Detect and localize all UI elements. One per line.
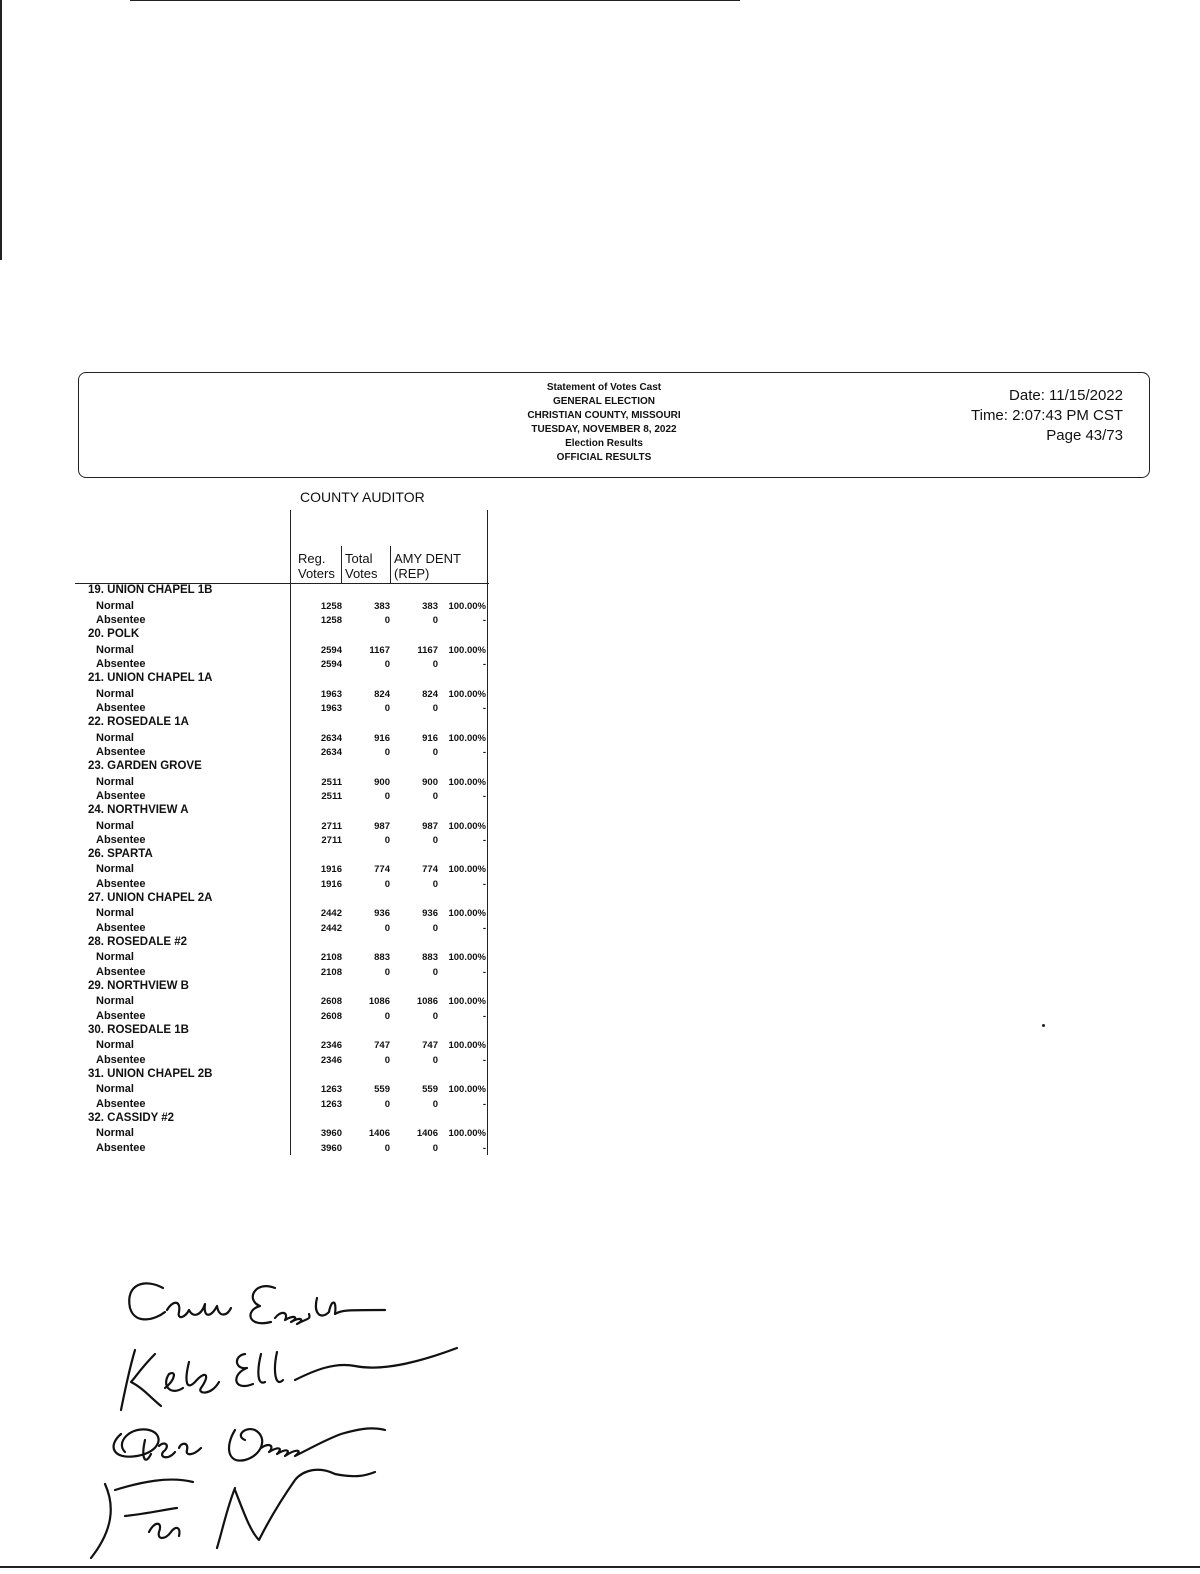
- row-label: Absentee: [96, 1097, 146, 1110]
- total-votes-cell: 0: [384, 967, 390, 979]
- candidate-votes-cell: 0: [432, 835, 438, 847]
- percent-cell: -: [482, 659, 486, 671]
- absentee-row: [80, 1008, 490, 1023]
- signature-block: [85, 1270, 475, 1570]
- precinct-row: [80, 1023, 490, 1038]
- total-votes-cell: 559: [374, 1084, 390, 1096]
- precinct-row: [80, 1111, 490, 1126]
- precinct-name: 31. UNION CHAPEL 2B: [88, 1067, 213, 1080]
- column-header-candidate: [394, 551, 461, 581]
- candidate-votes-cell: 1086: [416, 996, 438, 1008]
- column-rule-total: [390, 546, 391, 583]
- total-votes-cell: 883: [374, 952, 390, 964]
- row-label: Normal: [96, 687, 134, 700]
- county-name: CHRISTIAN COUNTY, MISSOURI: [527, 410, 681, 421]
- scan-speck: [1042, 1024, 1045, 1027]
- reg-voters-cell: 2511: [321, 791, 342, 803]
- candidate-votes-cell: 883: [422, 952, 438, 964]
- total-votes-cell: 0: [384, 879, 390, 891]
- row-label: Absentee: [96, 1010, 146, 1023]
- row-label: Normal: [96, 599, 134, 612]
- column-header-total-line1: Total: [345, 551, 373, 566]
- candidate-votes-cell: 916: [422, 732, 438, 744]
- percent-cell: -: [482, 879, 486, 891]
- total-votes-cell: 0: [384, 703, 390, 715]
- precinct-name: 19. UNION CHAPEL 1B: [88, 584, 213, 596]
- total-votes-cell: 0: [384, 1098, 390, 1110]
- page-number: Page 43/73: [1046, 427, 1123, 444]
- signature-kelsey: [121, 1348, 457, 1410]
- absentee-row: [80, 1096, 490, 1111]
- reg-voters-cell: 2711: [321, 820, 342, 832]
- total-votes-cell: 936: [374, 908, 390, 920]
- percent-cell: 100.00%: [448, 600, 486, 612]
- percent-cell: -: [482, 703, 486, 715]
- candidate-votes-cell: 0: [432, 747, 438, 759]
- percent-cell: 100.00%: [448, 864, 486, 876]
- precinct-row: [80, 847, 490, 862]
- percent-cell: -: [482, 1011, 486, 1023]
- normal-row: [80, 774, 490, 789]
- normal-row: [80, 1081, 490, 1096]
- normal-row: [80, 642, 490, 657]
- candidate-votes-cell: 0: [432, 1098, 438, 1110]
- absentee-row: [80, 788, 490, 803]
- candidate-votes-cell: 987: [422, 820, 438, 832]
- normal-row: [80, 1125, 490, 1140]
- column-header-candidate-line1: AMY DENT: [394, 551, 461, 566]
- reg-voters-cell: 2346: [320, 1055, 342, 1066]
- report-date: Date: 11/15/2022: [1009, 387, 1123, 404]
- reg-voters-cell: 1258: [320, 615, 342, 627]
- column-header-total-line2: Votes: [345, 566, 378, 581]
- absentee-row: [80, 832, 490, 847]
- report-title: Statement of Votes Cast: [546, 382, 662, 393]
- percent-cell: -: [482, 1055, 486, 1066]
- candidate-votes-cell: 383: [422, 600, 438, 612]
- row-label: Absentee: [96, 746, 146, 759]
- reg-voters-cell: 2108: [320, 967, 342, 979]
- candidate-votes-cell: 0: [432, 703, 438, 715]
- candidate-votes-cell: 559: [422, 1084, 438, 1096]
- reg-voters-cell: 2594: [320, 659, 342, 671]
- row-label: Absentee: [96, 658, 146, 671]
- precinct-row: [80, 979, 490, 994]
- precinct-row: [80, 935, 490, 950]
- row-label: Normal: [96, 907, 134, 920]
- row-label: Absentee: [96, 702, 146, 715]
- percent-cell: -: [482, 835, 486, 847]
- candidate-votes-cell: 0: [432, 659, 438, 671]
- precinct-row: [80, 627, 490, 642]
- precinct-name: 24. NORTHVIEW A: [88, 803, 189, 816]
- precinct-name: 27. UNION CHAPEL 2A: [88, 891, 213, 904]
- percent-cell: -: [482, 1142, 486, 1154]
- total-votes-cell: 916: [374, 732, 390, 744]
- percent-cell: 100.00%: [448, 1084, 486, 1096]
- precinct-row: [80, 583, 490, 598]
- row-label: Normal: [96, 643, 134, 656]
- precinct-row: [80, 1067, 490, 1082]
- contest-title: COUNTY AUDITOR: [300, 489, 425, 505]
- report-meta: [971, 386, 1123, 446]
- row-label: Normal: [96, 1127, 134, 1140]
- candidate-votes-cell: 0: [432, 923, 438, 935]
- row-label: Absentee: [96, 922, 146, 935]
- percent-cell: -: [482, 747, 486, 759]
- row-label: Normal: [96, 995, 134, 1008]
- row-label: Absentee: [96, 1054, 146, 1066]
- report-time: Time: 2:07:43 PM CST: [971, 407, 1123, 424]
- row-label: Normal: [96, 1039, 134, 1052]
- normal-row: [80, 818, 490, 833]
- reg-voters-cell: 2608: [320, 1011, 342, 1023]
- report-header: [78, 372, 1150, 478]
- column-header-candidate-line2: (REP): [394, 566, 430, 581]
- reg-voters-cell: 2442: [320, 923, 342, 935]
- precinct-name: 23. GARDEN GROVE: [88, 759, 202, 772]
- candidate-votes-cell: 0: [432, 791, 438, 803]
- precinct-name: 29. NORTHVIEW B: [88, 979, 189, 992]
- scan-edge-top: [130, 0, 740, 1]
- reg-voters-cell: 1916: [320, 879, 342, 891]
- percent-cell: 100.00%: [448, 688, 486, 700]
- precinct-name: 20. POLK: [88, 627, 140, 640]
- election-name: GENERAL ELECTION: [552, 396, 656, 407]
- total-votes-cell: 1167: [369, 644, 390, 656]
- reg-voters-cell: 2594: [320, 644, 342, 656]
- total-votes-cell: 0: [384, 1142, 390, 1154]
- row-label: Normal: [96, 951, 134, 964]
- official-label: OFFICIAL RESULTS: [556, 452, 652, 463]
- row-label: Normal: [96, 863, 134, 876]
- reg-voters-cell: 2442: [320, 908, 342, 920]
- normal-row: [80, 686, 490, 701]
- results-label: Election Results: [565, 438, 643, 449]
- reg-voters-cell: 1963: [320, 703, 342, 715]
- precinct-name: 21. UNION CHAPEL 1A: [88, 671, 213, 684]
- absentee-row: [80, 612, 490, 627]
- total-votes-cell: 0: [384, 1055, 390, 1066]
- percent-cell: -: [482, 1098, 486, 1110]
- precinct-name: 32. CASSIDY #2: [88, 1111, 175, 1124]
- percent-cell: -: [482, 967, 486, 979]
- candidate-votes-cell: 936: [422, 908, 438, 920]
- column-header-reg-voters: [298, 551, 335, 581]
- normal-row: [80, 905, 490, 920]
- absentee-row: [80, 1140, 490, 1155]
- precinct-row: [80, 891, 490, 906]
- normal-row: [80, 993, 490, 1008]
- candidate-votes-cell: 1406: [416, 1128, 438, 1140]
- row-label: Absentee: [96, 1141, 146, 1154]
- total-votes-cell: 0: [384, 835, 390, 847]
- signature-lisa: [114, 1428, 385, 1460]
- report-header-center: [479, 381, 729, 465]
- reg-voters-cell: 2511: [321, 776, 342, 788]
- column-header-reg-line1: Reg.: [298, 551, 326, 566]
- candidate-votes-cell: 0: [432, 1055, 438, 1066]
- total-votes-cell: 0: [384, 923, 390, 935]
- scan-edge-left: [0, 0, 2, 260]
- absentee-row: [80, 700, 490, 715]
- reg-voters-cell: 1263: [320, 1084, 342, 1096]
- total-votes-cell: 824: [374, 688, 390, 700]
- candidate-votes-cell: 0: [432, 879, 438, 891]
- total-votes-cell: 1086: [368, 996, 390, 1008]
- row-label: Absentee: [96, 790, 146, 803]
- row-label: Normal: [96, 731, 134, 744]
- column-header-reg-line2: Voters: [298, 566, 335, 581]
- reg-voters-cell: 3960: [320, 1142, 342, 1154]
- candidate-votes-cell: 0: [432, 967, 438, 979]
- reg-voters-cell: 2108: [320, 952, 342, 964]
- precinct-row: [80, 671, 490, 686]
- absentee-row: [80, 876, 490, 891]
- candidate-votes-cell: 0: [432, 615, 438, 627]
- percent-cell: -: [482, 615, 486, 627]
- row-label: Normal: [96, 775, 134, 788]
- row-label: Normal: [96, 819, 134, 832]
- percent-cell: 100.00%: [448, 1128, 486, 1140]
- normal-row: [80, 730, 490, 745]
- normal-row: [80, 949, 490, 964]
- percent-cell: -: [482, 923, 486, 935]
- total-votes-cell: 747: [374, 1040, 390, 1052]
- column-rule-reg: [341, 546, 342, 583]
- candidate-votes-cell: 900: [422, 776, 438, 788]
- percent-cell: 100.00%: [448, 732, 486, 744]
- precinct-name: 28. ROSEDALE #2: [88, 935, 188, 948]
- signature-carla-essick: [129, 1283, 385, 1324]
- row-label: Absentee: [96, 614, 146, 627]
- total-votes-cell: 0: [384, 747, 390, 759]
- total-votes-cell: 383: [374, 600, 390, 612]
- signature-fourth: [91, 1470, 375, 1558]
- total-votes-cell: 1406: [368, 1128, 390, 1140]
- total-votes-cell: 900: [374, 776, 390, 788]
- reg-voters-cell: 3960: [320, 1128, 342, 1140]
- reg-voters-cell: 1916: [320, 864, 342, 876]
- total-votes-cell: 0: [384, 615, 390, 627]
- reg-voters-cell: 1263: [320, 1098, 342, 1110]
- percent-cell: 100.00%: [448, 776, 486, 788]
- precinct-row: [80, 715, 490, 730]
- percent-cell: 100.00%: [448, 996, 486, 1008]
- percent-cell: 100.00%: [448, 952, 486, 964]
- absentee-row: [80, 744, 490, 759]
- candidate-votes-cell: 0: [432, 1142, 438, 1154]
- percent-cell: -: [482, 791, 486, 803]
- total-votes-cell: 774: [374, 864, 390, 876]
- results-table: [80, 583, 490, 1155]
- total-votes-cell: 0: [384, 1011, 390, 1023]
- precinct-name: 22. ROSEDALE 1A: [88, 715, 189, 728]
- percent-cell: 100.00%: [448, 820, 486, 832]
- reg-voters-cell: 2346: [320, 1040, 342, 1052]
- precinct-name: 30. ROSEDALE 1B: [88, 1023, 189, 1036]
- normal-row: [80, 861, 490, 876]
- absentee-row: [80, 656, 490, 671]
- normal-row: [80, 1037, 490, 1052]
- row-label: Normal: [96, 1083, 134, 1096]
- reg-voters-cell: 1963: [320, 688, 342, 700]
- candidate-votes-cell: 824: [422, 688, 438, 700]
- normal-row: [80, 598, 490, 613]
- percent-cell: 100.00%: [448, 908, 486, 920]
- total-votes-cell: 0: [384, 791, 390, 803]
- absentee-row: [80, 964, 490, 979]
- precinct-row: [80, 803, 490, 818]
- reg-voters-cell: 2634: [320, 732, 342, 744]
- percent-cell: 100.00%: [448, 1040, 486, 1052]
- precinct-row: [80, 759, 490, 774]
- row-label: Absentee: [96, 966, 146, 979]
- total-votes-cell: 0: [384, 659, 390, 671]
- candidate-votes-cell: 1167: [417, 644, 438, 656]
- precinct-name: 26. SPARTA: [88, 847, 153, 860]
- absentee-row: [80, 920, 490, 935]
- candidate-votes-cell: 747: [422, 1040, 438, 1052]
- candidate-votes-cell: 774: [422, 864, 438, 876]
- reg-voters-cell: 2711: [321, 835, 342, 847]
- column-header-total-votes: [345, 551, 378, 581]
- percent-cell: 100.00%: [448, 644, 486, 656]
- reg-voters-cell: 2634: [320, 747, 342, 759]
- row-label: Absentee: [96, 834, 146, 847]
- absentee-row: [80, 1052, 490, 1067]
- total-votes-cell: 987: [374, 820, 390, 832]
- row-label: Absentee: [96, 878, 146, 891]
- reg-voters-cell: 1258: [320, 600, 342, 612]
- election-date: TUESDAY, NOVEMBER 8, 2022: [531, 424, 677, 435]
- candidate-votes-cell: 0: [432, 1011, 438, 1023]
- reg-voters-cell: 2608: [320, 996, 342, 1008]
